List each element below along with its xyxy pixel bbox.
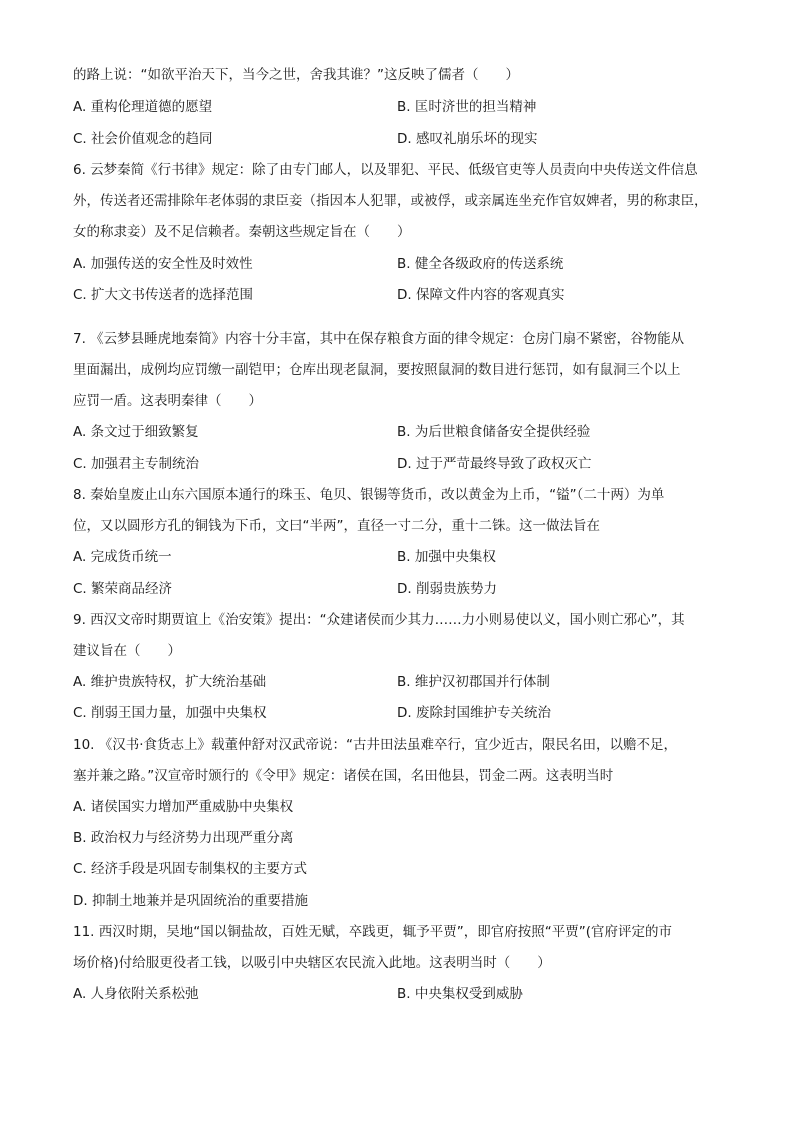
q11-stem-line-2: 场价格)付给服更役者工钱，以吸引中央辖区农民流入此地。这表明当时（ ） [73, 955, 551, 971]
q7-option-c: C. 加强君主专制统治 [73, 456, 200, 472]
q8-option-a: A. 完成货币统一 [73, 549, 172, 565]
q7-option-d: D. 过于严苛最终导致了政权灭亡 [397, 456, 592, 472]
q6-option-c: C. 扩大文书传送者的选择范围 [73, 287, 254, 303]
q6-stem-line-3: 女的称隶妾）及不足信赖者。秦朝这些规定旨在（ ） [73, 224, 411, 240]
q8-option-b: B. 加强中央集权 [397, 549, 496, 565]
q7-stem-line-1: 7. 《云梦县睡虎地秦简》内容十分丰富，其中在保存粮食方面的律令规定：仓房门扇不紧密，谷物能从 [73, 331, 685, 347]
q5-option-a: A. 重构伦理道德的愿望 [73, 99, 213, 115]
q10-option-c: C. 经济手段是巩固专制集权的主要方式 [73, 861, 308, 877]
q5-option-d: D. 感叹礼崩乐坏的现实 [397, 131, 538, 147]
q7-stem-line-3: 应罚一盾。这表明秦律（ ） [73, 393, 262, 409]
q8-option-d: D. 削弱贵族势力 [397, 581, 497, 597]
q8-option-c: C. 繁荣商品经济 [73, 581, 173, 597]
q11-option-a: A. 人身依附关系松弛 [73, 986, 199, 1002]
q6-option-d: D. 保障文件内容的客观真实 [397, 287, 565, 303]
q9-option-c: C. 削弱王国力量，加强中央集权 [73, 705, 267, 721]
q10-stem-line-2: 塞并兼之路。”汉宣帝时颁行的《令甲》规定：诸侯在国，名田他县，罚金二两。这表明当时 [73, 768, 614, 784]
q7-option-b: B. 为后世粮食储备安全提供经验 [397, 424, 591, 440]
q8-stem-line-2: 位，又以圆形方孔的铜钱为下币，文曰“半两”，直径一寸二分，重十二铢。这一做法旨在 [73, 518, 600, 534]
q10-option-b: B. 政治权力与经济势力出现严重分离 [73, 830, 294, 846]
q6-stem-line-2: 外，传送者还需排除年老体弱的隶臣妾（指因本人犯罪，或被俘，或亲属连坐充作官奴婢者，男的称隶臣， [73, 193, 708, 209]
q8-stem-line-1: 8. 秦始皇废止山东六国原本通行的珠玉、龟贝、银锡等货币，改以黄金为上币，“镒”（二十两）为单 [73, 487, 665, 503]
q10-option-d: D. 抑制土地兼并是巩固统治的重要措施 [73, 893, 308, 909]
q9-option-b: B. 维护汉初郡国并行体制 [397, 674, 550, 690]
q7-option-a: A. 条文过于细致繁复 [73, 424, 199, 440]
q11-option-b: B. 中央集权受到威胁 [397, 986, 523, 1002]
q10-stem-line-1: 10. 《汉书·食货志上》载董仲舒对汉武帝说：“古井田法虽难卒行，宜少近古，限民名田，以赡不足， [73, 737, 678, 753]
q9-stem-line-1: 9. 西汉文帝时期贾谊上《治安策》提出：“众建诸侯而少其力……力小则易使以义，国小则亡邪心”，其 [73, 612, 685, 628]
q6-option-a: A. 加强传送的安全性及时效性 [73, 256, 253, 272]
q9-option-a: A. 维护贵族特权，扩大统治基础 [73, 674, 267, 690]
q6-option-b: B. 健全各级政府的传送系统 [397, 256, 564, 272]
q6-stem-line-1: 6. 云梦秦简《行书律》规定：除了由专门邮人，以及罪犯、平民、低级官吏等人员责向中央传送文件信息 [73, 162, 698, 178]
q5-option-c: C. 社会价值观念的趋同 [73, 131, 213, 147]
q5-option-b: B. 匡时济世的担当精神 [397, 99, 537, 115]
q9-stem-line-2: 建议旨在（ ） [73, 643, 181, 659]
q5-stem-line-1: 的路上说：“如欲平治天下，当今之世，舍我其谁？”这反映了儒者（ ） [73, 67, 519, 83]
q11-stem-line-1: 11. 西汉时期，吴地“国以铜盐故，百姓无赋，卒践更，辄予平贾”，即官府按照“平贾”(官府评定的市 [73, 924, 673, 940]
q10-option-a: A. 诸侯国实力增加严重威胁中央集权 [73, 799, 294, 815]
q9-option-d: D. 废除封国维护专关统治 [397, 705, 551, 721]
q7-stem-line-2: 里面漏出，成例均应罚缴一副铠甲；仓库出现老鼠洞，要按照鼠洞的数目进行惩罚，如有鼠洞三个以上 [73, 362, 681, 378]
